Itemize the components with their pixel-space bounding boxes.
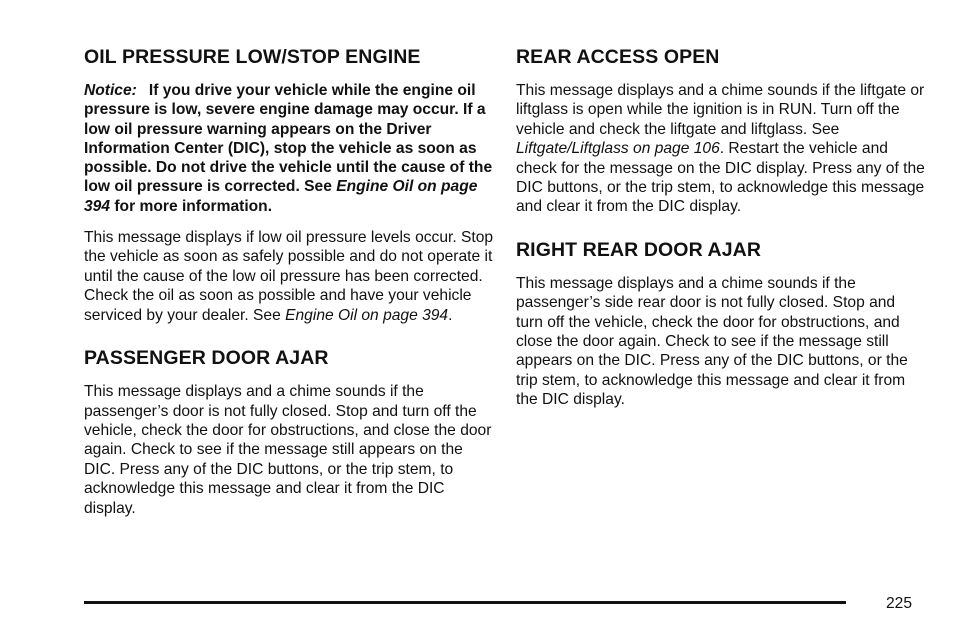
rear-access-heading: REAR ACCESS OPEN — [516, 46, 720, 68]
left-column — [84, 44, 494, 530]
passenger-door-body: This message displays and a chime sounds if the passenger’s door is not fully closed. Stop and turn off the vehicle, check the door for obstructions, and close the door again. Check to see if the message still appears on the DIC. Press any of the DIC buttons, or the trip stem, to acknowledge this message and clear it from the DIC display. — [84, 383, 492, 517]
oil-body-text-1: This message displays if low oil pressure levels occur. Stop the vehicle as soon as safely possible and do not operate it until the cause of the low oil pressure has been corrected. Check the oil as soon as possible and have your vehicle serviced by your dealer. See — [84, 229, 494, 324]
rear-access-text-2: . Restart the vehicle and check for the message on the DIC display. Press any of the DIC buttons, or the trip stem, to acknowledge this message and clear it from the DIC display. — [516, 140, 925, 216]
oil-pressure-heading: OIL PRESSURE LOW/STOP ENGINE — [84, 46, 421, 68]
oil-body-text-2: . — [448, 306, 453, 324]
passenger-door-heading: PASSENGER DOOR AJAR — [84, 347, 329, 370]
right-rear-door-body: This message displays and a chime sounds if the passenger’s side rear door is not fully closed. Stop and turn off the vehicle, check the door for obstructions, and close the door again. Check to see if the message still appears on the DIC. Press any of the DIC buttons, or the trip stem, to acknowledge this message and clear it from the DIC display. — [516, 274, 908, 409]
right-rear-door-heading: RIGHT REAR DOOR AJAR — [516, 238, 762, 261]
page-number: 225 — [886, 595, 913, 612]
oil-body-reference-link[interactable]: Engine Oil on page 394 — [285, 306, 449, 324]
passenger-door-section — [84, 345, 494, 518]
rear-access-body — [516, 81, 926, 217]
notice-text-1: If you drive your vehicle while the engine oil pressure is low, severe engine damage may occur. If a low oil pressure warning appears on the Driver Information Center (DIC), stop the vehicle as soon as possible. Do not drive the vehicle until the cause of the low oil pressure is corrected. See — [84, 82, 493, 196]
rear-access-reference-link[interactable]: Liftgate/Liftglass on page 106 — [516, 140, 720, 158]
rear-access-section — [516, 44, 926, 217]
oil-pressure-section — [84, 44, 494, 325]
rear-access-text-1: This message displays and a chime sounds if the liftgate or liftglass is open while the ignition is in RUN. Turn off the vehicle and check the liftgate and liftglass. See — [516, 82, 925, 138]
right-column — [516, 44, 926, 422]
notice-text-2: for more information. — [110, 197, 273, 215]
oil-pressure-notice — [84, 81, 494, 216]
oil-pressure-body — [84, 228, 494, 325]
right-rear-door-section — [516, 237, 926, 410]
footer-rule — [84, 601, 846, 604]
notice-reference-link[interactable]: Engine Oil on page 394 — [84, 178, 478, 215]
notice-label: Notice: — [84, 82, 137, 99]
